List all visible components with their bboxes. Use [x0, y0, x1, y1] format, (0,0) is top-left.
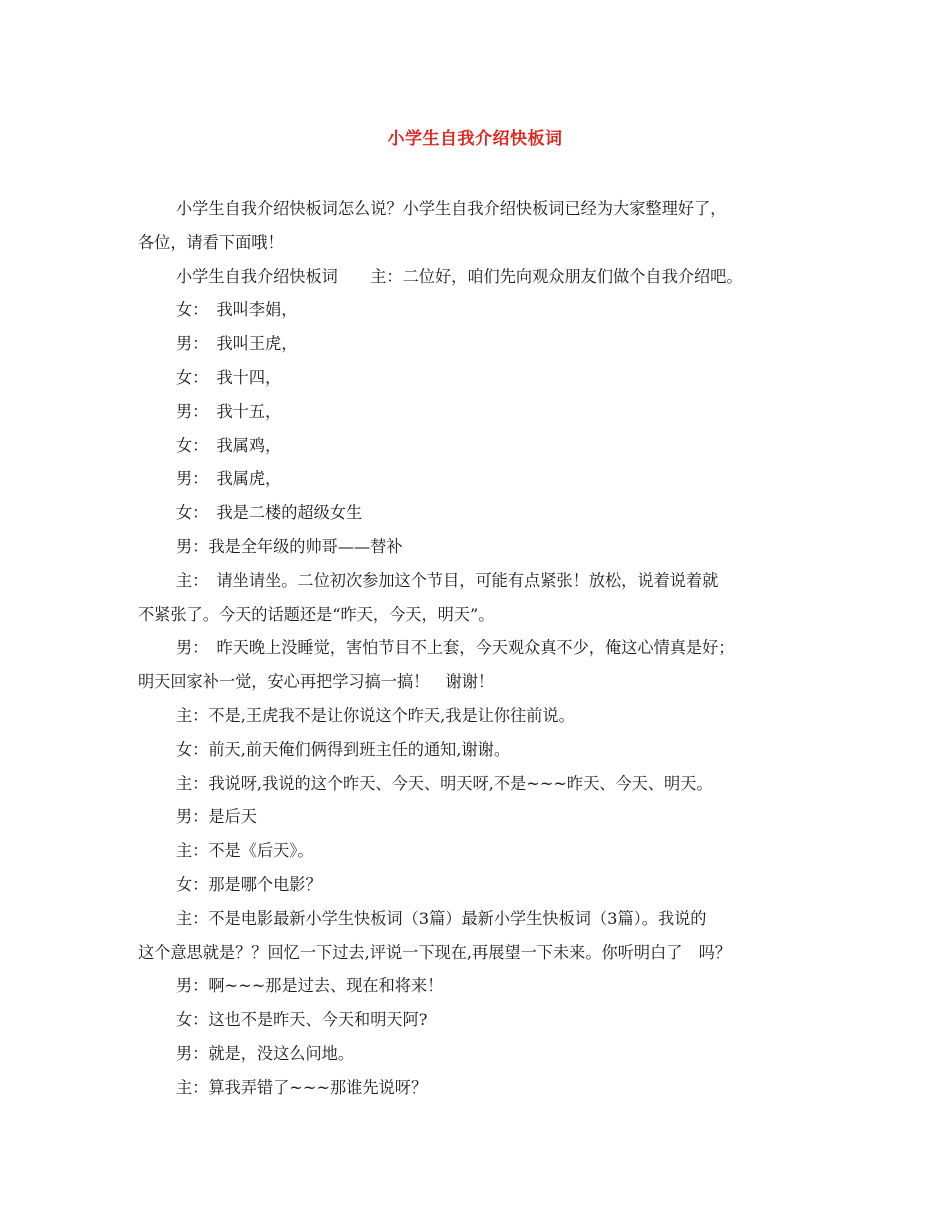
text-line: 男： 我十五，: [176, 401, 282, 421]
text-line: 主：我说呀,我说的这个昨天、今天、明天呀,不是~~~昨天、今天、明天。: [176, 773, 713, 793]
text-line: 明天回家补一觉，安心再把学习搞一搞！ 谢谢！: [138, 672, 495, 692]
text-line: 女：那是哪个电影？: [176, 874, 322, 894]
text-line: 女： 我叫李娟，: [176, 300, 298, 320]
text-line: 男：就是，没这么问地。: [176, 1043, 355, 1063]
text-line: 女： 我是二楼的超级女生: [176, 503, 363, 523]
text-line: 男：是后天: [176, 807, 257, 827]
text-line: 主：不是,王虎我不是让你说这个昨天,我是让你往前说。: [176, 705, 575, 725]
text-line: 主：不是《后天》。: [176, 841, 314, 861]
document-body: [138, 192, 828, 1105]
text-line: 不紧张了。今天的话题还是“昨天，今天，明天”。: [138, 604, 495, 624]
text-line: 主：算我弄错了~~~那谁先说呀？: [176, 1077, 428, 1097]
text-line: 男： 昨天晚上没睡觉，害怕节目不上套，今天观众真不少，俺这心情真是好；: [176, 638, 735, 658]
text-line: 小学生自我介绍快板词 主：二位好，咱们先向观众朋友们做个自我介绍吧。: [176, 266, 743, 286]
text-line: 女： 我十四，: [176, 367, 282, 387]
text-line: 女： 我属鸡，: [176, 435, 282, 455]
text-line: 男：我是全年级的帅哥——替补: [176, 536, 403, 556]
text-line: 男：啊~~~那是过去、现在和将来！: [176, 976, 444, 996]
document-title: 小学生自我介绍快板词: [387, 129, 563, 149]
text-line: 各位，请看下面哦！: [138, 232, 284, 252]
text-line: 主：不是电影最新小学生快板词（3篇）最新小学生快板词（3篇）。我说的: [176, 908, 707, 928]
text-line: 女：这也不是昨天、今天和明天阿?: [176, 1010, 428, 1030]
text-line: 主： 请坐请坐。二位初次参加这个节目，可能有点紧张！放松，说着说着就: [176, 570, 719, 590]
text-line: 男： 我叫王虎，: [176, 334, 298, 354]
text-line: 女：前天,前天俺们俩得到班主任的通知,谢谢。: [176, 739, 511, 759]
text-line: 这个意思就是？？回忆一下过去,评说一下现在,再展望一下未来。你听明白了 吗？: [138, 942, 732, 962]
text-line: 男： 我属虎，: [176, 469, 282, 489]
text-line: 小学生自我介绍快板词怎么说？小学生自我介绍快板词已经为大家整理好了，: [176, 199, 727, 218]
